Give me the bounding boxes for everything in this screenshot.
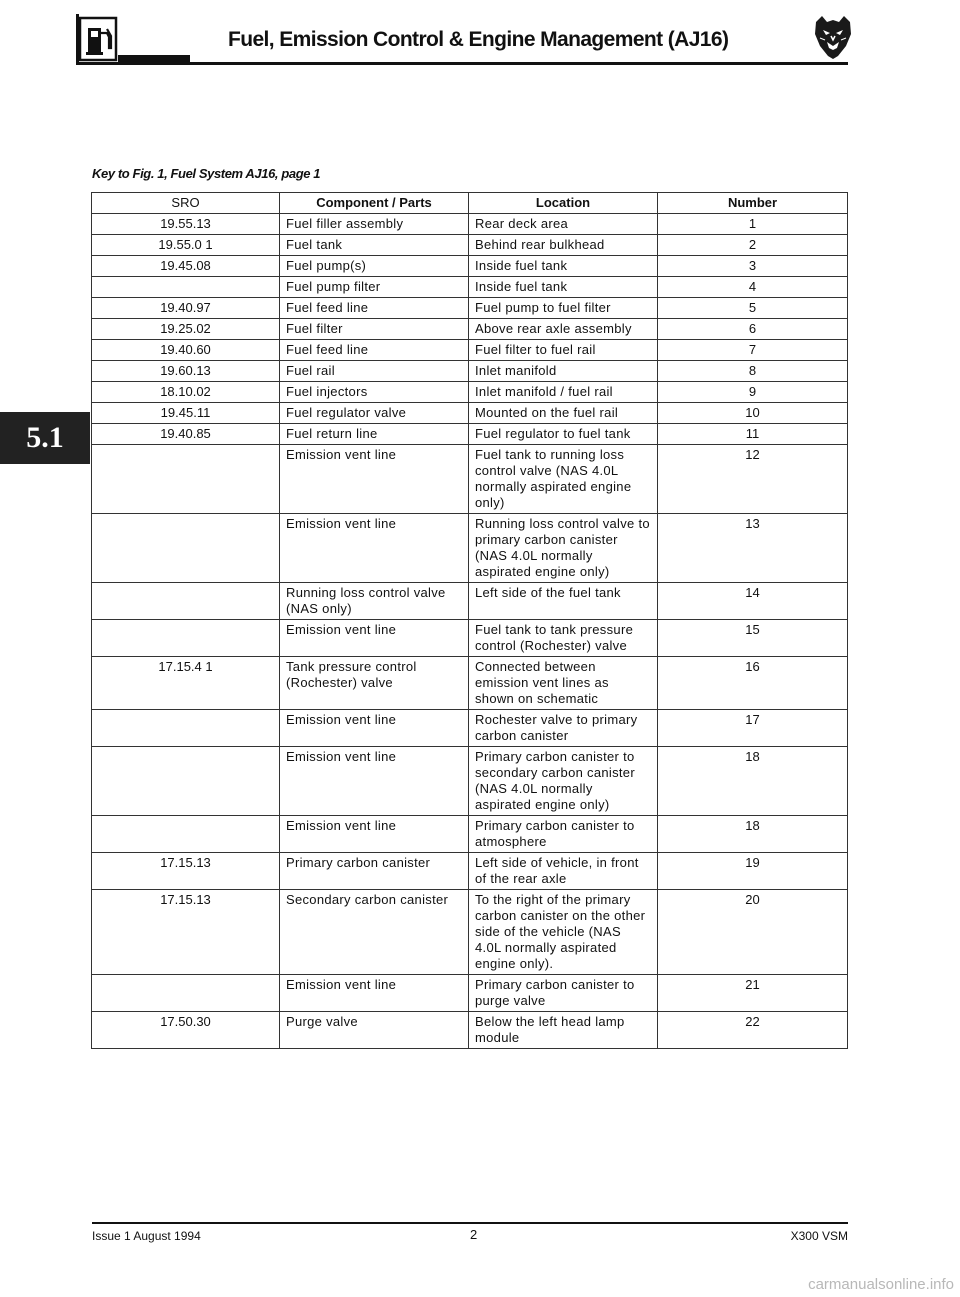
number-cell: 18 [658, 747, 848, 816]
sro-cell [92, 277, 280, 298]
number-cell: 16 [658, 657, 848, 710]
fuel-pump-icon [78, 16, 118, 62]
sro-cell: 17.15.13 [92, 890, 280, 975]
page-header [0, 0, 960, 80]
number-cell: 20 [658, 890, 848, 975]
table-row [92, 256, 848, 277]
component-cell: Fuel pump filter [280, 277, 469, 298]
section-tab: 5.1 [0, 412, 90, 464]
header-rule [76, 62, 848, 65]
sro-cell [92, 583, 280, 620]
number-cell: 18 [658, 816, 848, 853]
location-cell: Fuel tank to running loss control valve (NAS 4.0L normally aspirated engine only) [469, 445, 658, 514]
number-cell: 1 [658, 214, 848, 235]
location-cell: Primary carbon canister to atmosphere [469, 816, 658, 853]
table-row [92, 816, 848, 853]
component-cell: Emission vent line [280, 445, 469, 514]
component-cell: Fuel injectors [280, 382, 469, 403]
number-cell: 9 [658, 382, 848, 403]
number-cell: 2 [658, 235, 848, 256]
sro-cell: 19.40.97 [92, 298, 280, 319]
number-cell: 19 [658, 853, 848, 890]
table-row [92, 514, 848, 583]
sro-cell: 19.55.13 [92, 214, 280, 235]
number-cell: 7 [658, 340, 848, 361]
number-cell: 10 [658, 403, 848, 424]
number-cell: 8 [658, 361, 848, 382]
location-cell: Above rear axle assembly [469, 319, 658, 340]
table-row [92, 277, 848, 298]
location-cell: Primary carbon canister to purge valve [469, 975, 658, 1012]
location-cell: Rochester valve to primary carbon canister [469, 710, 658, 747]
location-cell: Fuel regulator to fuel tank [469, 424, 658, 445]
footer-manual-code: X300 VSM [790, 1229, 848, 1243]
table-row [92, 583, 848, 620]
location-cell: Inside fuel tank [469, 256, 658, 277]
table-row [92, 710, 848, 747]
number-cell: 14 [658, 583, 848, 620]
location-cell: Primary carbon canister to secondary carbon canister (NAS 4.0L normally aspirated engine only) [469, 747, 658, 816]
column-header-number: Number [658, 193, 848, 214]
sro-cell: 18.10.02 [92, 382, 280, 403]
sro-cell: 19.40.85 [92, 424, 280, 445]
location-cell: Running loss control valve to primary carbon canister (NAS 4.0L normally aspirated engine only) [469, 514, 658, 583]
component-cell: Fuel filler assembly [280, 214, 469, 235]
table-row [92, 403, 848, 424]
sro-cell: 19.55.0 1 [92, 235, 280, 256]
location-cell: Below the left head lamp module [469, 1012, 658, 1049]
sro-cell: 19.45.08 [92, 256, 280, 277]
location-cell: Fuel filter to fuel rail [469, 340, 658, 361]
sro-cell [92, 975, 280, 1012]
table-header-row [92, 193, 848, 214]
table-row [92, 445, 848, 514]
component-cell: Emission vent line [280, 816, 469, 853]
location-cell: Left side of the fuel tank [469, 583, 658, 620]
table-row [92, 361, 848, 382]
page-title: Fuel, Emission Control & Engine Management (AJ16) [228, 28, 729, 51]
location-cell: Inlet manifold [469, 361, 658, 382]
component-cell: Emission vent line [280, 747, 469, 816]
number-cell: 5 [658, 298, 848, 319]
footer-rule [92, 1222, 848, 1224]
number-cell: 17 [658, 710, 848, 747]
sro-cell [92, 816, 280, 853]
component-cell: Fuel regulator valve [280, 403, 469, 424]
component-cell: Fuel rail [280, 361, 469, 382]
component-cell: Secondary carbon canister [280, 890, 469, 975]
table-row [92, 235, 848, 256]
number-cell: 11 [658, 424, 848, 445]
number-cell: 4 [658, 277, 848, 298]
header-tab-marker [118, 55, 190, 62]
location-cell: Mounted on the fuel rail [469, 403, 658, 424]
component-cell: Fuel feed line [280, 298, 469, 319]
sro-cell: 19.40.60 [92, 340, 280, 361]
component-cell: Primary carbon canister [280, 853, 469, 890]
table-row [92, 620, 848, 657]
location-cell: Connected between emission vent lines as shown on schematic [469, 657, 658, 710]
component-cell: Emission vent line [280, 620, 469, 657]
table-row [92, 975, 848, 1012]
location-cell: Behind rear bulkhead [469, 235, 658, 256]
component-cell: Fuel return line [280, 424, 469, 445]
location-cell: Inside fuel tank [469, 277, 658, 298]
location-cell: Rear deck area [469, 214, 658, 235]
component-cell: Fuel filter [280, 319, 469, 340]
table-row [92, 340, 848, 361]
component-cell: Emission vent line [280, 710, 469, 747]
number-cell: 13 [658, 514, 848, 583]
sro-cell [92, 620, 280, 657]
table-row [92, 890, 848, 975]
number-cell: 15 [658, 620, 848, 657]
table-row [92, 214, 848, 235]
number-cell: 3 [658, 256, 848, 277]
sro-cell [92, 514, 280, 583]
watermark: carmanualsonline.info [808, 1276, 954, 1293]
location-cell: Fuel tank to tank pressure control (Rochester) valve [469, 620, 658, 657]
sro-cell: 17.50.30 [92, 1012, 280, 1049]
column-header-sro: SRO [92, 193, 280, 214]
sro-cell [92, 710, 280, 747]
footer-page-number: 2 [470, 1227, 478, 1242]
table-row [92, 298, 848, 319]
table-row [92, 1012, 848, 1049]
sro-cell: 19.25.02 [92, 319, 280, 340]
table-row [92, 657, 848, 710]
column-header-component: Component / Parts [280, 193, 469, 214]
table-caption: Key to Fig. 1, Fuel System AJ16, page 1 [92, 166, 321, 181]
sro-cell: 19.60.13 [92, 361, 280, 382]
table-row [92, 424, 848, 445]
table-body [92, 214, 848, 1049]
sro-cell: 17.15.4 1 [92, 657, 280, 710]
location-cell: To the right of the primary carbon canister on the other side of the vehicle (NAS 4.0L normally aspirated engine only). [469, 890, 658, 975]
location-cell: Inlet manifold / fuel rail [469, 382, 658, 403]
sro-cell [92, 445, 280, 514]
component-cell: Fuel pump(s) [280, 256, 469, 277]
sro-cell: 17.15.13 [92, 853, 280, 890]
sro-cell [92, 747, 280, 816]
component-cell: Emission vent line [280, 514, 469, 583]
component-cell: Emission vent line [280, 975, 469, 1012]
component-cell: Running loss control valve (NAS only) [280, 583, 469, 620]
component-cell: Purge valve [280, 1012, 469, 1049]
footer-issue-date: Issue 1 August 1994 [92, 1229, 201, 1243]
table-row [92, 747, 848, 816]
number-cell: 12 [658, 445, 848, 514]
component-cell: Fuel feed line [280, 340, 469, 361]
table-row [92, 382, 848, 403]
location-cell: Fuel pump to fuel filter [469, 298, 658, 319]
table-row [92, 853, 848, 890]
number-cell: 6 [658, 319, 848, 340]
location-cell: Left side of vehicle, in front of the rear axle [469, 853, 658, 890]
component-cell: Tank pressure control (Rochester) valve [280, 657, 469, 710]
column-header-location: Location [469, 193, 658, 214]
number-cell: 21 [658, 975, 848, 1012]
sro-cell: 19.45.11 [92, 403, 280, 424]
number-cell: 22 [658, 1012, 848, 1049]
jaguar-logo-icon [808, 12, 858, 62]
fuel-system-key-table [91, 192, 848, 1049]
table-row [92, 319, 848, 340]
component-cell: Fuel tank [280, 235, 469, 256]
